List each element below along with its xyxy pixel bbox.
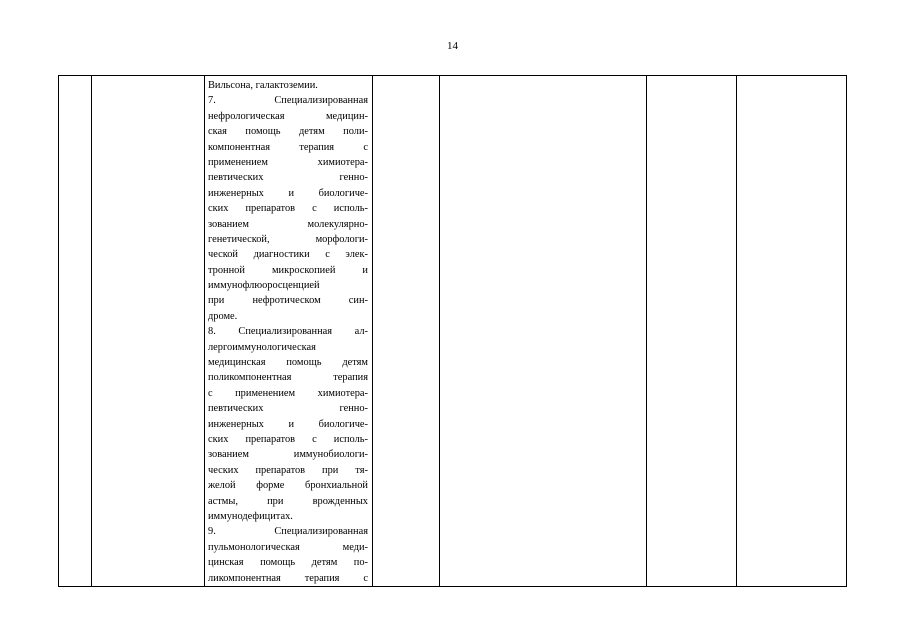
text-line: инженерных и биологиче- — [208, 187, 368, 199]
text-line: певтических генно- — [208, 403, 368, 415]
text-line: ческой диагностики с элек- — [208, 249, 368, 261]
text-line: генетической, морфологи- — [208, 233, 368, 245]
table-cell-description — [205, 76, 373, 587]
table-cell-col-4 — [373, 76, 440, 587]
text-line: ских препаратов с исполь- — [208, 203, 368, 215]
table-cell-col-1 — [59, 76, 92, 587]
text-line: ческих препаратов при тя- — [208, 464, 368, 476]
text-line: Вильсона, галактоземии. — [208, 80, 318, 91]
text-line: 8. Специализированная ал- — [208, 326, 368, 338]
table-row — [59, 76, 847, 587]
text-line: желой форме бронхиальной — [208, 480, 368, 492]
document-table — [58, 75, 847, 587]
text-line: ская помощь детям поли- — [208, 126, 368, 138]
text-line: инженерных и биологиче- — [208, 418, 368, 430]
text-line: певтических генно- — [208, 172, 368, 184]
table-cell-col-7 — [737, 76, 847, 587]
text-line: при нефротическом син- — [208, 295, 368, 307]
table-cell-col-6 — [647, 76, 737, 587]
text-line: пульмонологическая меди- — [208, 541, 368, 553]
text-line: цинская помощь детям по- — [208, 557, 368, 569]
text-line: дроме. — [208, 310, 238, 322]
text-line: компонентная терапия с — [208, 141, 368, 153]
text-line: ских препаратов с исполь- — [208, 433, 368, 445]
text-line: нефрологическая медицин- — [208, 110, 368, 122]
text-line: 7. Специализированная — [208, 95, 368, 107]
text-line: зованием иммунобиологи- — [208, 449, 368, 461]
text-line: лергоиммунологическая — [208, 341, 316, 353]
text-line: зованием молекулярно- — [208, 218, 368, 230]
description-text — [205, 76, 371, 586]
text-line: медицинская помощь детям — [208, 357, 368, 369]
text-line: тронной микроскопией и — [208, 264, 368, 276]
table-cell-col-2 — [92, 76, 205, 587]
text-line: иммунодефицитах. — [208, 510, 293, 522]
page-number: 14 — [447, 40, 458, 52]
table-cell-col-5 — [440, 76, 647, 587]
text-line: с применением химиотера- — [208, 387, 368, 399]
text-line: ликомпонентная терапия с — [208, 572, 368, 584]
text-line: 9. Специализированная — [208, 526, 368, 538]
text-line: астмы, при врожденных — [208, 495, 368, 507]
text-line: применением химиотера- — [208, 156, 368, 168]
text-line: иммунофлюоросценцией — [208, 280, 320, 292]
text-line: поликомпонентная терапия — [208, 372, 368, 384]
